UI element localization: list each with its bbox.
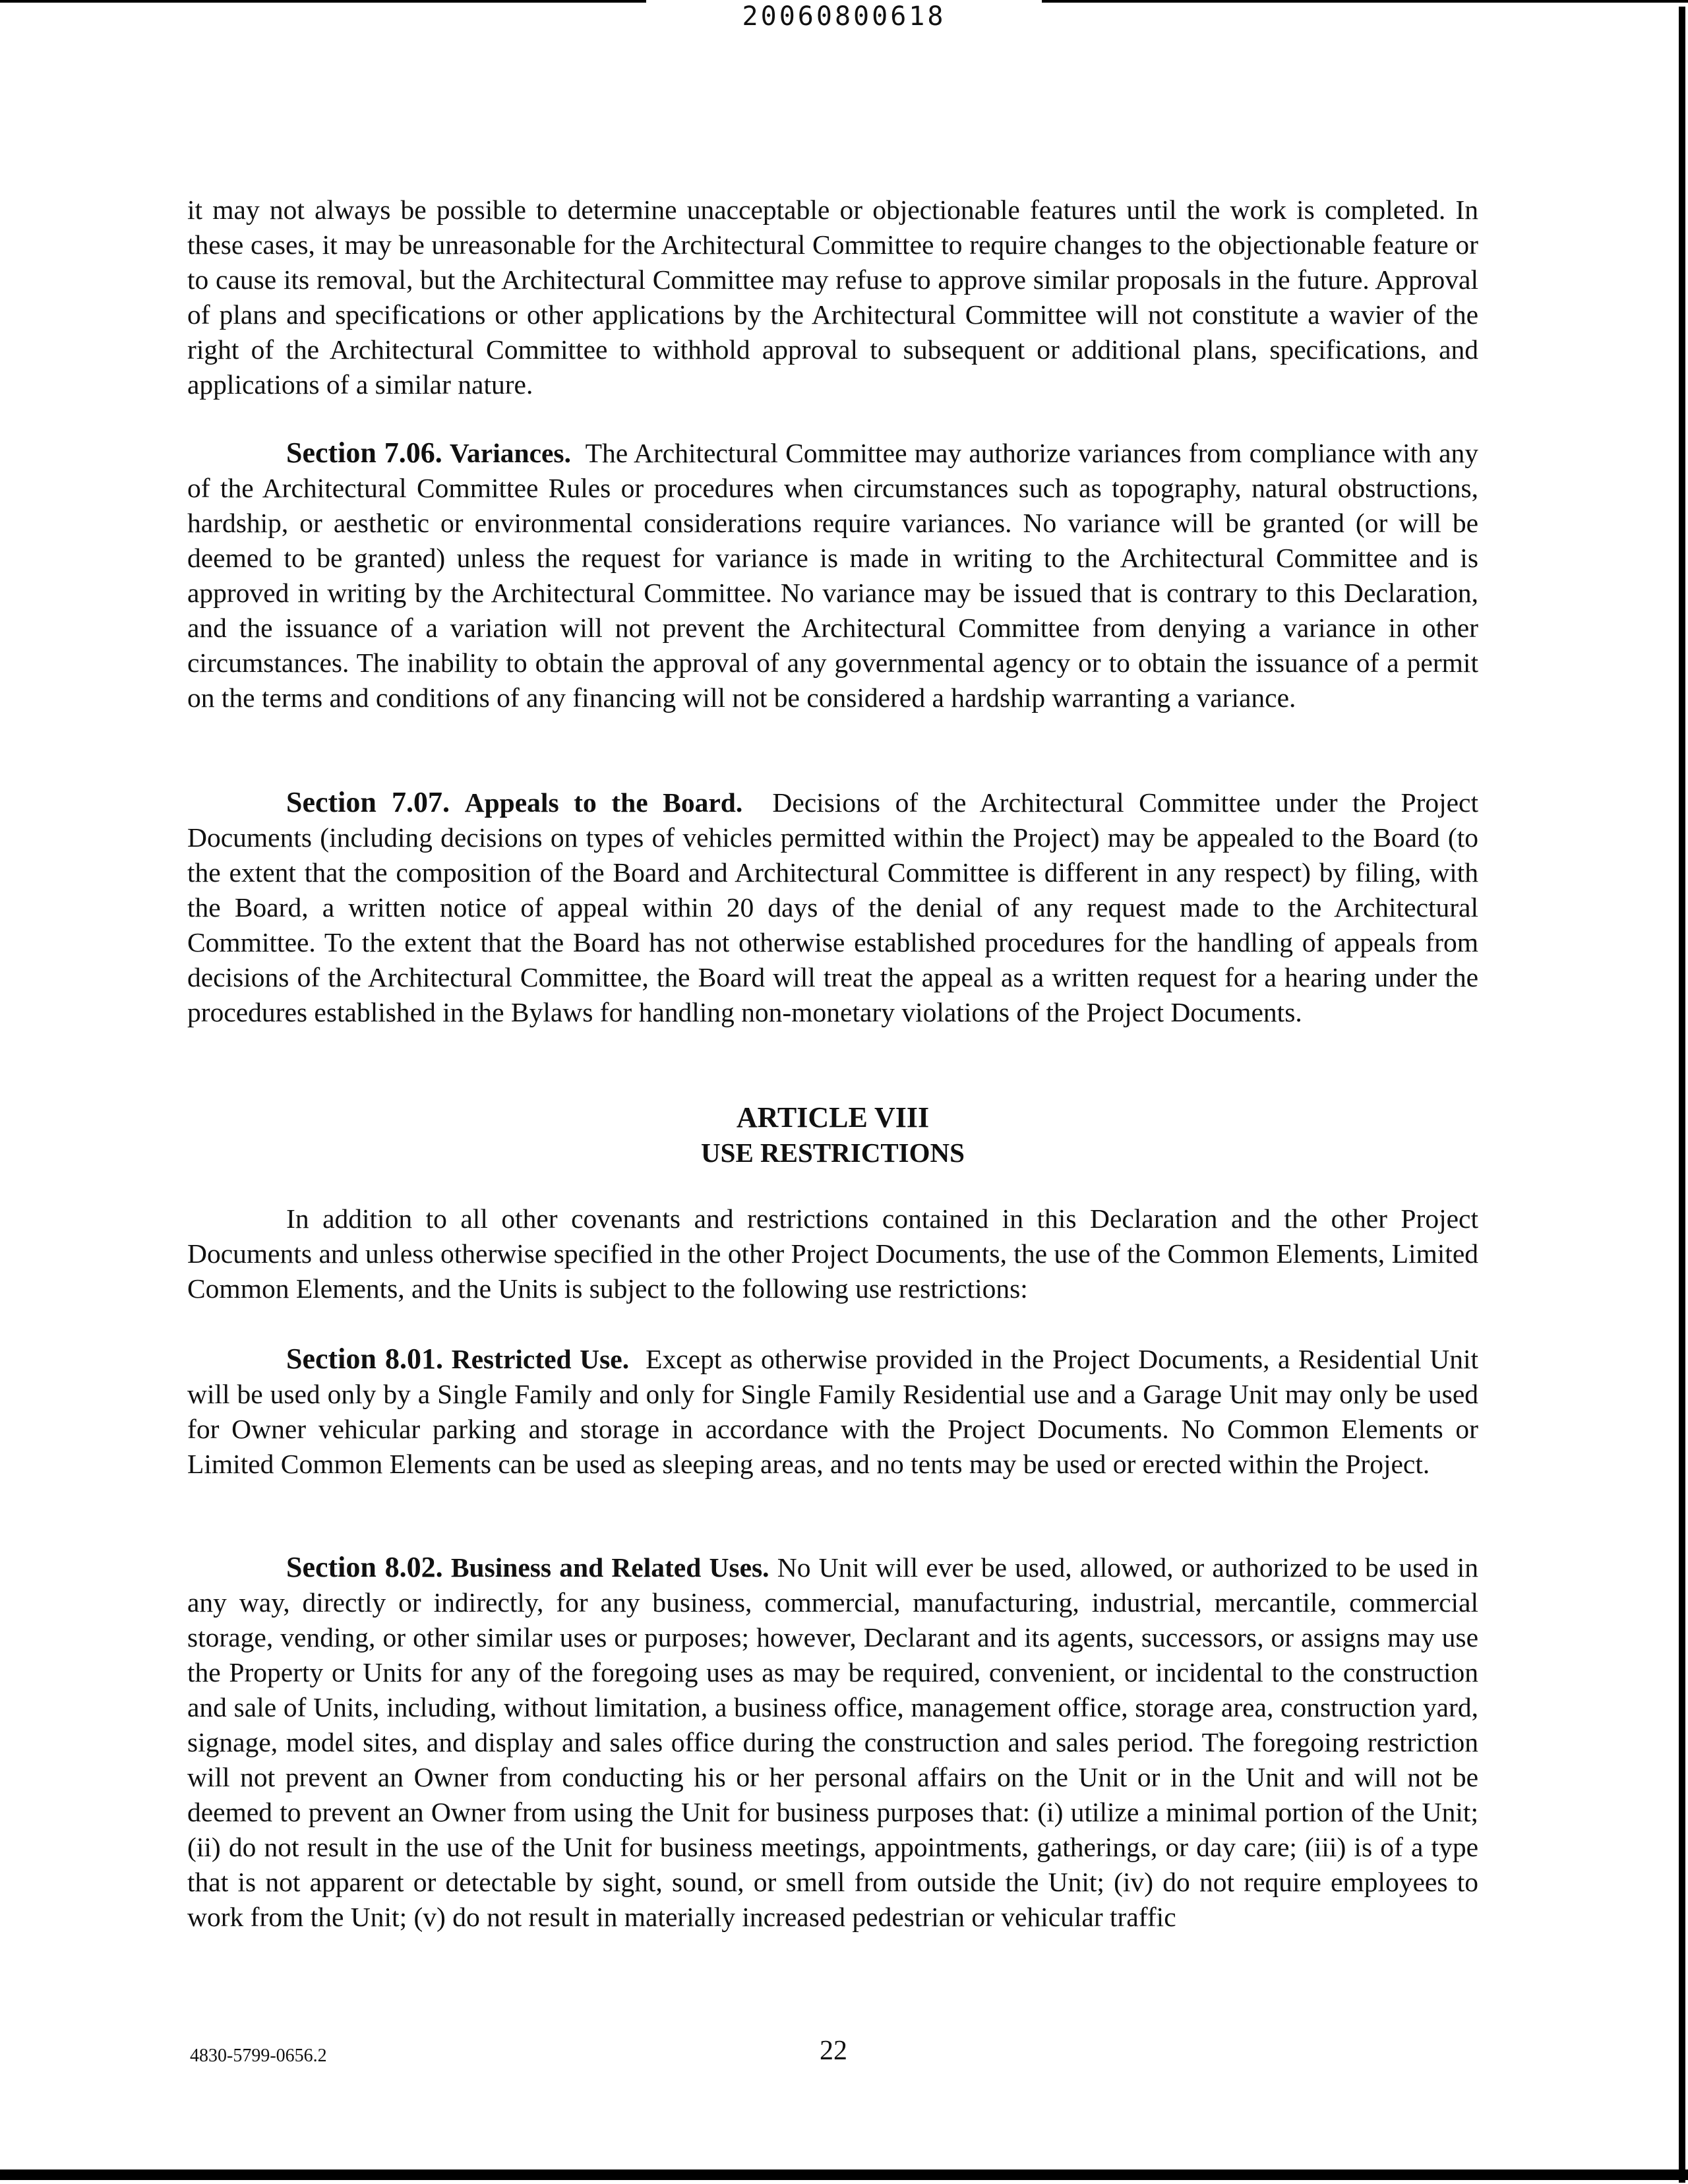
section-body: No Unit will ever be used, allowed, or authorized to be used in any way, directly or indirectly, for any business, commercial, manufacturing, industrial, mercantile, commercial storage, vending, or other similar uses or purposes; however, Declarant and its agents, successors, or assigns may use the Property or Units for any of the foregoing uses as may be required, convenient, or incidental to the construction and sale of Units, including, without limitation, a business office, management office, storage area, construction yard, signage, model sites, and display and sales office during the construction and sales period. The foregoing restriction will not prevent an Owner from conducting his or her personal affairs on the Unit or in the Unit and will not be deemed to prevent an Owner from using the Unit for business purposes that: (i) utilize a minimal portion of the Unit; (ii) do not result in the use of the Unit for business meetings, appointments, gatherings, or day care; (iii) is of a type that is not apparent or detectable by sight, sound, or smell from outside the Unit; (iv) do not require employees to work from the Unit; (v) do not result in materially increased pedestrian or vehicular traffic [187, 1552, 1479, 1932]
document-id: 4830-5799-0656.2 [190, 2046, 327, 2066]
section-body: Decisions of the Architectural Committee under the Project Documents (including decisions on types of vehicles permitted within the Project) may be appealed to the Board (to the extent that the composition of the Board and Architectural Committee is different in any respect) by filing, with the Board, a written notice of appeal within 20 days of the denial of any request made to the Architectural Committee. To the extent that the Board has not otherwise established procedures for the handling of appeals from decisions of the Architectural Committee, the Board will treat the appeal as a written request for a hearing under the procedures established in the Bylaws for handling non-monetary violations of the Project Documents. [187, 787, 1478, 1027]
section-8-01 [187, 1341, 1478, 1482]
section-title: Restricted Use. [451, 1344, 630, 1374]
section-number: Section 7.06. [286, 437, 442, 469]
section-7-06 [187, 435, 1478, 715]
scan-bottom-border [0, 2169, 1688, 2180]
article-heading [187, 1100, 1478, 1170]
article-intro [187, 1201, 1478, 1306]
section-body: Except as otherwise provided in the Project Documents, a Residential Unit will be used only by a Single Family and only for Single Family Residential use and a Garage Unit may only be used for Owner vehicular parking and storage in accordance with the Project Documents. No Common Elements or Limited Common Elements can be used as sleeping areas, and no tents may be used or erected within the Project. [187, 1344, 1479, 1479]
section-number: Section 8.02. [286, 1551, 443, 1583]
section-title: Appeals to the Board. [464, 787, 743, 818]
section-body: The Architectural Committee may authorize variances from compliance with any of the Architectural Committee Rules or procedures when circumstances such as topography, natural obstructions, hardship, or aesthetic or environmental considerations require variances. No variance will be granted (or will be deemed to be granted) unless the request for variance is made in writing to the Architectural Committee and is approved in writing by the Architectural Committee. No variance may be issued that is contrary to this Declaration, and the issuance of a variation will not prevent the Architectural Committee from denying a variance in other circumstances. The inability to obtain the approval of any governmental agency or to obtain the issuance of a permit on the terms and conditions of any financing will not be considered a hardship warranting a variance. [187, 438, 1478, 713]
section-8-02 [187, 1550, 1478, 1935]
section-paragraph [187, 435, 1478, 715]
page-number: 22 [820, 2036, 847, 2066]
section-title: Variances. [449, 438, 571, 468]
section-number: Section 8.01. [286, 1343, 444, 1375]
section-number: Section 7.07. [286, 786, 450, 818]
section-title: Business and Related Uses. [450, 1552, 769, 1583]
continuation-paragraph [187, 193, 1478, 402]
paragraph-text: it may not always be possible to determine unacceptable or objectionable features until the work is completed. In these cases, it may be unreasonable for the Architectural Committee to require changes to the objectionable feature or to cause its removal, but the Architectural Committee may refuse to approve similar proposals in the future. Approval of plans and specifications or other applications by the Architectural Committee will not constitute a wavier of the right of the Architectural Committee to withhold approval to subsequent or additional plans, specifications, and applications of a similar nature. [187, 195, 1478, 400]
section-paragraph [187, 1550, 1478, 1935]
section-7-07 [187, 785, 1478, 1030]
recording-stamp-number: 20060800618 [742, 1, 946, 32]
article-subtitle: USE RESTRICTIONS [701, 1138, 965, 1168]
section-paragraph [187, 785, 1478, 1030]
article-title: ARTICLE VIII [736, 1101, 930, 1134]
intro-paragraph: In addition to all other covenants and restrictions contained in this Declaration and the other Project Documents and unless otherwise specified in the other Project Documents, the use of the Common Elements, Limited Common Elements, and the Units is subject to the following use restrictions: [187, 1203, 1478, 1304]
scan-right-border [1679, 7, 1685, 2183]
section-paragraph [187, 1341, 1478, 1482]
